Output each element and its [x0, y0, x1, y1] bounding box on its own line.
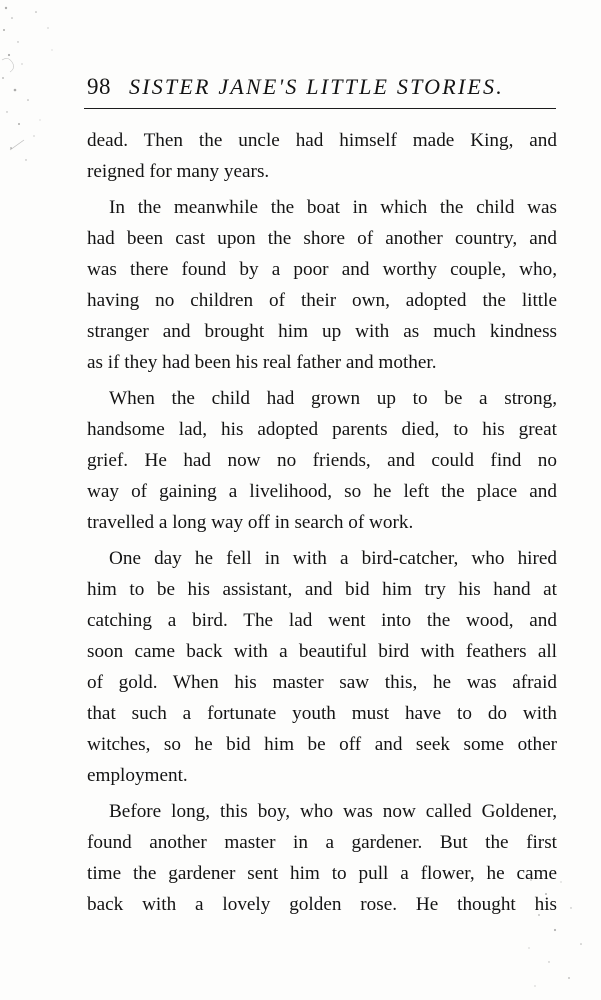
text-line: as if they had been his real father and mother.	[87, 352, 437, 373]
text-line: When the child had grown up to be a strong,	[109, 388, 557, 409]
page-header	[87, 70, 555, 110]
text-line: him to be his assistant, and bid him try his hand at	[87, 579, 557, 600]
text-line: dead. Then the uncle had himself made King, and	[87, 130, 557, 151]
text-line: soon came back with a beautiful bird with feathers all	[87, 641, 557, 662]
text-line: was there found by a poor and worthy couple, who,	[87, 259, 557, 280]
paragraph	[87, 125, 557, 187]
text-line: way of gaining a livelihood, so he left the place and	[87, 481, 557, 502]
page-specks-top-left	[0, 0, 70, 180]
text-line: One day he fell in with a bird-catcher, who hired	[109, 548, 557, 569]
body-text	[87, 125, 557, 920]
paragraph	[87, 192, 557, 378]
text-line: In the meanwhile the boat in which the child was	[109, 197, 557, 218]
paragraph	[87, 796, 557, 920]
text-line: employment.	[87, 765, 188, 786]
text-line: of gold. When his master saw this, he was afraid	[87, 672, 557, 693]
text-line: back with a lovely golden rose. He thought his	[87, 894, 557, 915]
text-line: found another master in a gardener. But the first	[87, 832, 557, 853]
text-line: Before long, this boy, who was now called Goldener,	[109, 801, 557, 822]
text-line: time the gardener sent him to pull a flower, he came	[87, 863, 557, 884]
text-line: that such a fortunate youth must have to do with	[87, 703, 557, 724]
text-line: witches, so he bid him be off and seek some other	[87, 734, 557, 755]
text-line: catching a bird. The lad went into the wood, and	[87, 610, 557, 631]
paragraph	[87, 383, 557, 538]
text-line: reigned for many years.	[87, 161, 270, 182]
text-line: had been cast upon the shore of another country, and	[87, 228, 557, 249]
text-line: grief. He had now no friends, and could find no	[87, 450, 557, 471]
text-line: having no children of their own, adopted the little	[87, 290, 557, 311]
text-line: stranger and brought him up with as much kindness	[87, 321, 557, 342]
page-number: 98	[87, 74, 111, 99]
running-head: SISTER JANE'S LITTLE STORIES.	[129, 74, 504, 99]
header-rule	[84, 108, 556, 109]
text-line: handsome lad, his adopted parents died, to his great	[87, 419, 557, 440]
paragraph	[87, 543, 557, 791]
text-line: travelled a long way off in search of work.	[87, 512, 414, 533]
